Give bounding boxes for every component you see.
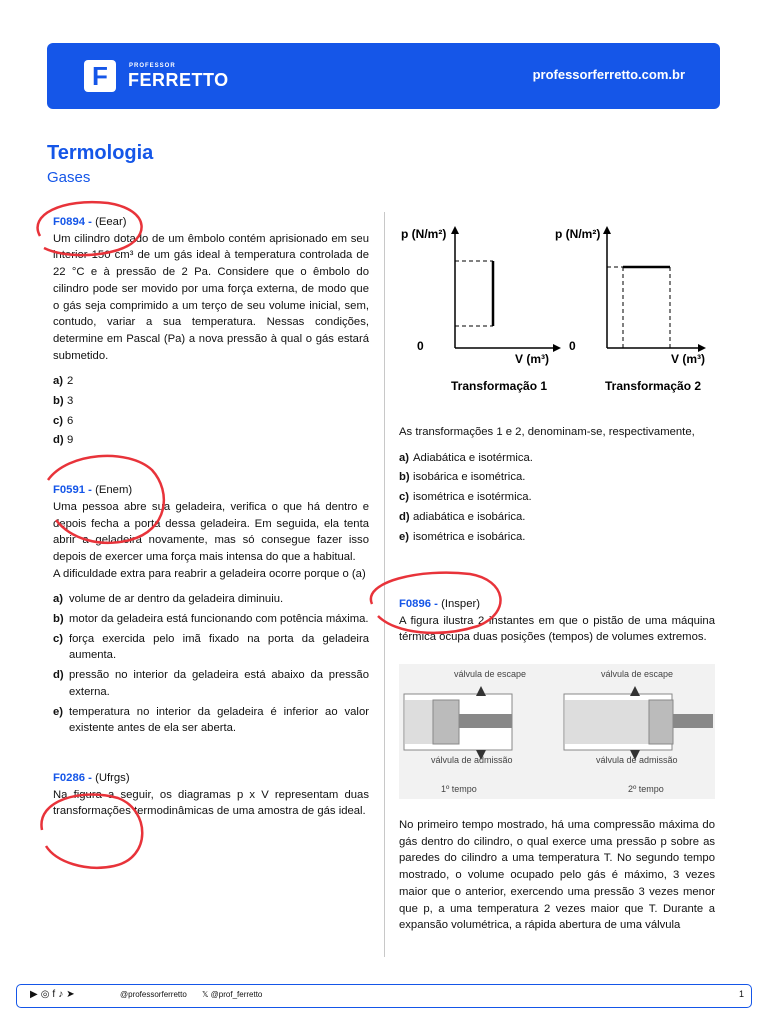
question-id: F0591 -	[53, 484, 92, 497]
diagram-2-caption: Transformação 2	[605, 379, 702, 393]
option-text: volume de ar dentro da geladeira diminuiu.	[69, 593, 284, 606]
y-axis-label-2: p (N/m²)	[555, 227, 601, 241]
site-link[interactable]: professorferretto.com.br	[532, 67, 685, 82]
option-letter: c)	[53, 632, 64, 645]
option-text: pressão no interior da geladeira está abaixo da pressão externa.	[69, 669, 369, 698]
option-text: isométrica e isobárica.	[413, 530, 526, 543]
option-item	[399, 509, 715, 526]
option-text: 3	[67, 395, 74, 408]
option-text: temperatura no interior da geladeira é inferior ao valor existente antes de ela ser aberta.	[69, 705, 369, 735]
question-f0286-continued	[399, 424, 715, 548]
option-text: adiabática e isobárica.	[413, 510, 526, 523]
option-letter: a)	[53, 593, 64, 606]
page-title: Termologia	[47, 142, 154, 164]
question-text: A figura ilustra 2 instantes em que o pistão de uma máquina térmica ocupa duas posições (tempos) de volumes extremos.	[399, 614, 715, 644]
escape-valve-label-2: válvula de escape	[601, 669, 674, 679]
diagram-1	[401, 226, 561, 393]
option-text: isobárica e isométrica.	[413, 471, 526, 484]
time-2-label: 2º tempo	[628, 784, 664, 794]
option-item	[399, 489, 715, 506]
question-text: Um cilindro dotado de um êmbolo contém aprisionado em seu interior 150 cm³ de um gás ideal à temperatura controlada de 22 °C e à pressão de 2 Pa. Considere que o êmbolo do cilindro pode ser movido por uma força externa, de modo que o gás seja comprimido a um terço de seu volume inicial, sem, contudo, variar a sua temperatura. Nessas condições, determine em Pascal (Pa) a nova pressão à qual o gás estará submetido.	[53, 232, 369, 362]
option-item	[399, 529, 715, 546]
option-letter: c)	[53, 414, 64, 427]
option-text: força exercida pelo imã fixado na porta da geladeira aumenta.	[69, 632, 369, 662]
option-letter: a)	[53, 375, 64, 388]
social-handle-2[interactable]: 𝕏 @prof_ferretto	[202, 990, 263, 999]
option-letter: b)	[53, 395, 64, 408]
question-f0896-continued	[399, 817, 715, 934]
diagram-2	[555, 226, 706, 393]
intake-valve-label-1: válvula de admissão	[431, 755, 513, 765]
option-item	[399, 450, 715, 467]
origin-label-2: 0	[569, 339, 576, 353]
option-item	[53, 704, 369, 737]
option-text: motor da geladeira está funcionando com potência máxima.	[69, 613, 369, 626]
option-text: isométrica e isotérmica.	[413, 491, 532, 504]
option-item	[53, 591, 369, 608]
option-item	[53, 667, 369, 700]
option-item	[53, 611, 369, 628]
x-axis-label-1: V (m³)	[515, 352, 549, 366]
option-letter: d)	[53, 669, 64, 682]
option-letter: d)	[53, 434, 64, 447]
page-number: 1	[738, 989, 744, 999]
logo-icon: F	[84, 60, 116, 92]
page-subtitle: Gases	[47, 169, 91, 186]
question-id: F0894 -	[53, 216, 92, 228]
question-source: (Insper)	[441, 598, 480, 610]
question-source: (Ufrgs)	[95, 771, 130, 784]
intake-valve-label-2: válvula de admissão	[596, 755, 678, 765]
option-letter: b)	[399, 471, 410, 484]
options-list	[53, 591, 369, 737]
question-text-2: As transformações 1 e 2, denominam-se, respectivamente,	[399, 426, 695, 438]
options-list	[399, 450, 715, 546]
footer-bar	[16, 984, 752, 1008]
option-text: 6	[67, 414, 74, 427]
option-item	[53, 432, 369, 449]
escape-valve-label-1: válvula de escape	[454, 669, 527, 679]
column-divider	[384, 212, 385, 957]
option-letter: e)	[399, 530, 410, 543]
time-1-label: 1º tempo	[441, 784, 477, 794]
left-column	[53, 214, 369, 820]
question-text: Na figura a seguir, os diagramas p x V representam duas transformações termodinâmicas de uma amostra de gás ideal.	[53, 788, 369, 818]
option-letter: a)	[399, 451, 410, 464]
option-item	[53, 373, 369, 390]
question-f0896	[399, 596, 715, 646]
option-text: Adiabática e isotérmica.	[413, 451, 533, 464]
brand-name: FERRETTO	[128, 70, 229, 90]
question-text-2: A dificuldade extra para reabrir a geladeira ocorre porque o (a)	[53, 567, 366, 580]
pv-diagrams-figure	[395, 218, 715, 398]
social-icons[interactable]: ▶◎f♪➤	[30, 989, 78, 1000]
diagram-1-caption: Transformação 1	[451, 379, 548, 393]
social-handle-1[interactable]: @professorferretto	[120, 990, 187, 999]
question-id: F0286 -	[53, 771, 92, 784]
option-item	[53, 413, 369, 430]
question-f0591	[53, 482, 369, 737]
option-text: 9	[67, 434, 74, 447]
question-source: (Eear)	[95, 216, 127, 228]
question-source: (Enem)	[95, 484, 133, 497]
question-f0894	[53, 214, 369, 449]
option-letter: e)	[53, 705, 64, 718]
origin-label-1: 0	[417, 339, 424, 353]
question-text-2: No primeiro tempo mostrado, há uma compressão máxima do gás dentro do cilindro, o qual exerce uma pressão p sobre as paredes do cilindro a uma temperatura T. No segundo tempo mostrado, o volume ocupado pelo gás é máximo, 3 vezes maior que o anterior, exercendo uma pressão 3 vezes menor que p, a uma temperatura 2 vezes maior que T. Durante a expansão volumétrica, a rápida abertura de uma válvula	[399, 819, 715, 932]
options-list	[53, 373, 369, 449]
piston-figure	[399, 664, 715, 799]
y-axis-label-1: p (N/m²)	[401, 227, 447, 241]
option-item	[53, 393, 369, 410]
x-axis-label-2: V (m³)	[671, 352, 705, 366]
option-letter: d)	[399, 510, 410, 523]
question-f0286	[53, 770, 369, 820]
option-letter: c)	[399, 491, 410, 504]
brand-small: PROFESSOR	[129, 63, 176, 69]
option-text: 2	[67, 375, 74, 388]
question-text: Uma pessoa abre sua geladeira, verifica o que há dentro e depois fecha a porta dessa geladeira. Em seguida, ela tenta abrir a geladeira novamente, mas só consegue fazer isso depois de exercer uma força mais intensa do que a habitual.	[53, 500, 369, 563]
option-item	[53, 631, 369, 664]
option-letter: b)	[53, 613, 64, 626]
header-banner	[47, 43, 720, 109]
option-item	[399, 469, 715, 486]
question-id: F0896 -	[399, 598, 438, 610]
